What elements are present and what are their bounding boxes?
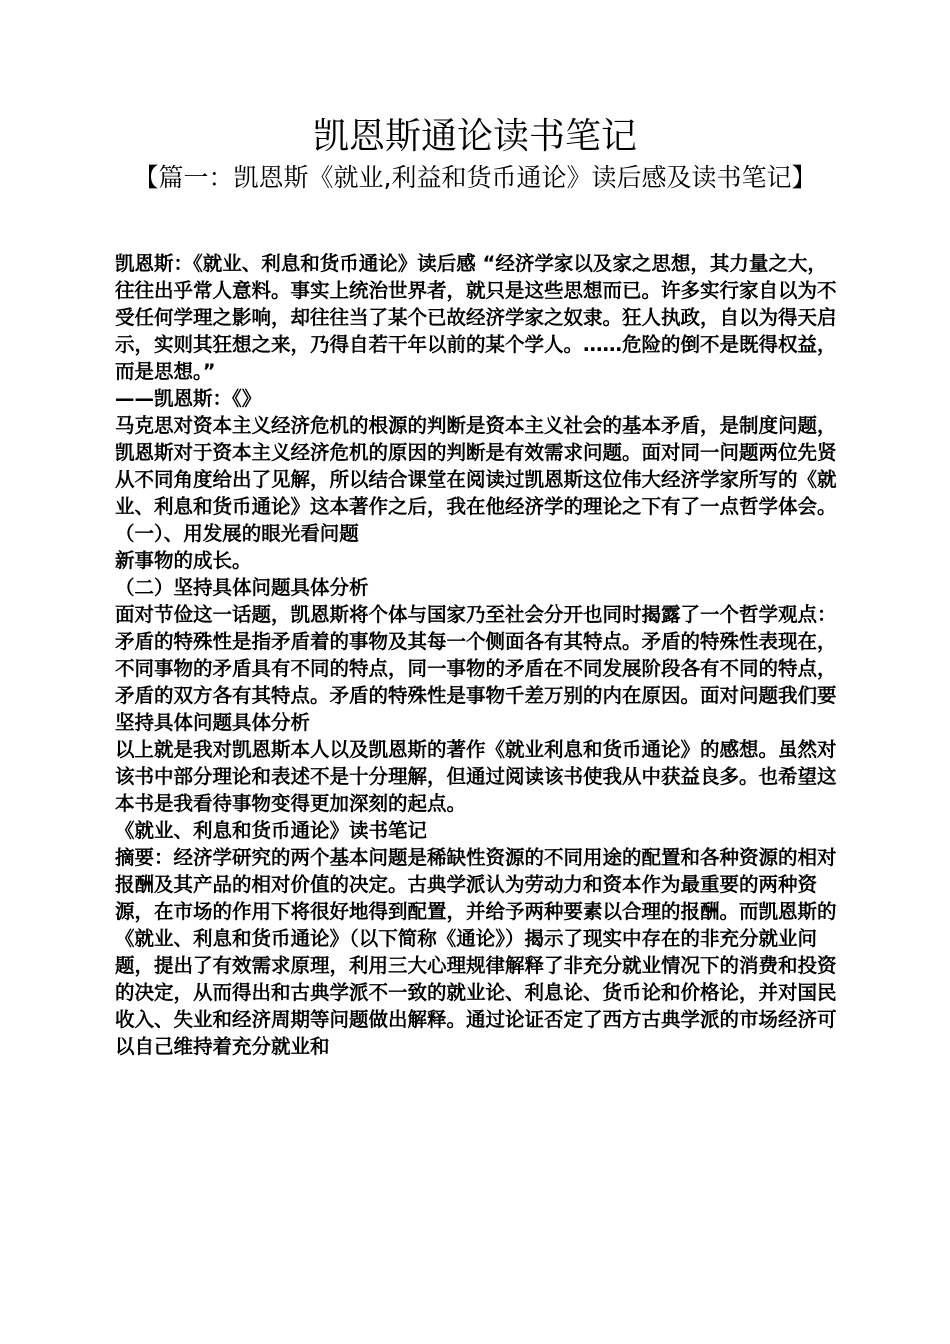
paragraph-conclusion: 以上就是我对凯恩斯本人以及凯恩斯的著作《就业利息和货币通论》的感想。虽然对该书中部分理论和表述不是十分理解，但通过阅读该书使我从中获益良多。也希望这本书是我看待事物变得更加深刻的起点。 [115,738,837,815]
section-heading-2: （二）坚持具体问题具体分析 [115,576,369,599]
paragraph-contradiction: 面对节俭这一话题，凯恩斯将个体与国家乃至社会分开也同时揭露了一个哲学观点：矛盾的特殊性是指矛盾着的事物及其每一个侧面各有其特点。矛盾的特殊性表现在，不同事物的矛盾具有不同的特点，同一事物的矛盾在不同发展阶段各有不同的特点，矛盾的双方各有其特点。矛盾的特殊性是事物千差万别的内在原因。面对问题我们要坚持具体问题具体分析 [115,603,837,734]
paragraph-marx-keynes: 马克思对资本主义经济危机的根源的判断是资本主义社会的基本矛盾，是制度问题，凯恩斯对于资本主义经济危机的原因的判断是有效需求问题。面对同一问题两位先贤从不同角度给出了见解，所以结合课堂在阅读过凯恩斯这位伟大经济学家所写的《就业、利息和货币通论》这本著作之后，我在他经济学的理论之下有了一点哲学体会。 [115,414,837,518]
document-subtitle: 【篇一：凯恩斯《就业,利益和货币通论》读后感及读书笔记】 [133,163,817,192]
paragraph-abstract: 摘要：经济学研究的两个基本问题是稀缺性资源的不同用途的配置和各种资源的相对报酬及其产品的相对价值的决定。古典学派认为劳动力和资本作为最重要的两种资源，在市场的作用下将很好地得到配置，并给予两种要素以合理的报酬。而凯恩斯的《就业、利息和货币通论》（以下简称《通论》）揭示了现实中存在的非充分就业问题，提出了有效需求原理，利用三大心理规律解释了非充分就业情况下的消费和投资的决定，从而得出和古典学派不一致的就业论、利息论、货币论和价格论，并对国民收入、失业和经济周期等问题做出解释。通过论证否定了西方古典学派的市场经济可以自己维持着充分就业和 [115,846,837,1058]
paragraph-new-things: 新事物的成长。 [115,549,252,572]
document-body [115,250,837,1060]
section-heading-notes: 《就业、利息和货币通论》读书笔记 [115,819,428,842]
section-heading-1: （一）、用发展的眼光看问题 [115,522,359,545]
document-title: 凯恩斯通论读书笔记 [312,116,637,157]
paragraph-intro-quote: 凯恩斯：《就业、利息和货币通论》读后感 “经济学家以及家之思想，其力量之大，往往出乎常人意料。事实上统治世界者，就只是这些思想而已。许多实行家自以为不受任何学理之影响，却往往当了某个已故经济学家之奴隶。狂人执政，自以为得天启示，实则其狂想之来，乃得自若干年以前的某个学人。……危险的倒不是既得权益，而是思想。” [115,252,837,383]
paragraph-quote-attribution: ——凯恩斯：《》 [115,387,262,410]
